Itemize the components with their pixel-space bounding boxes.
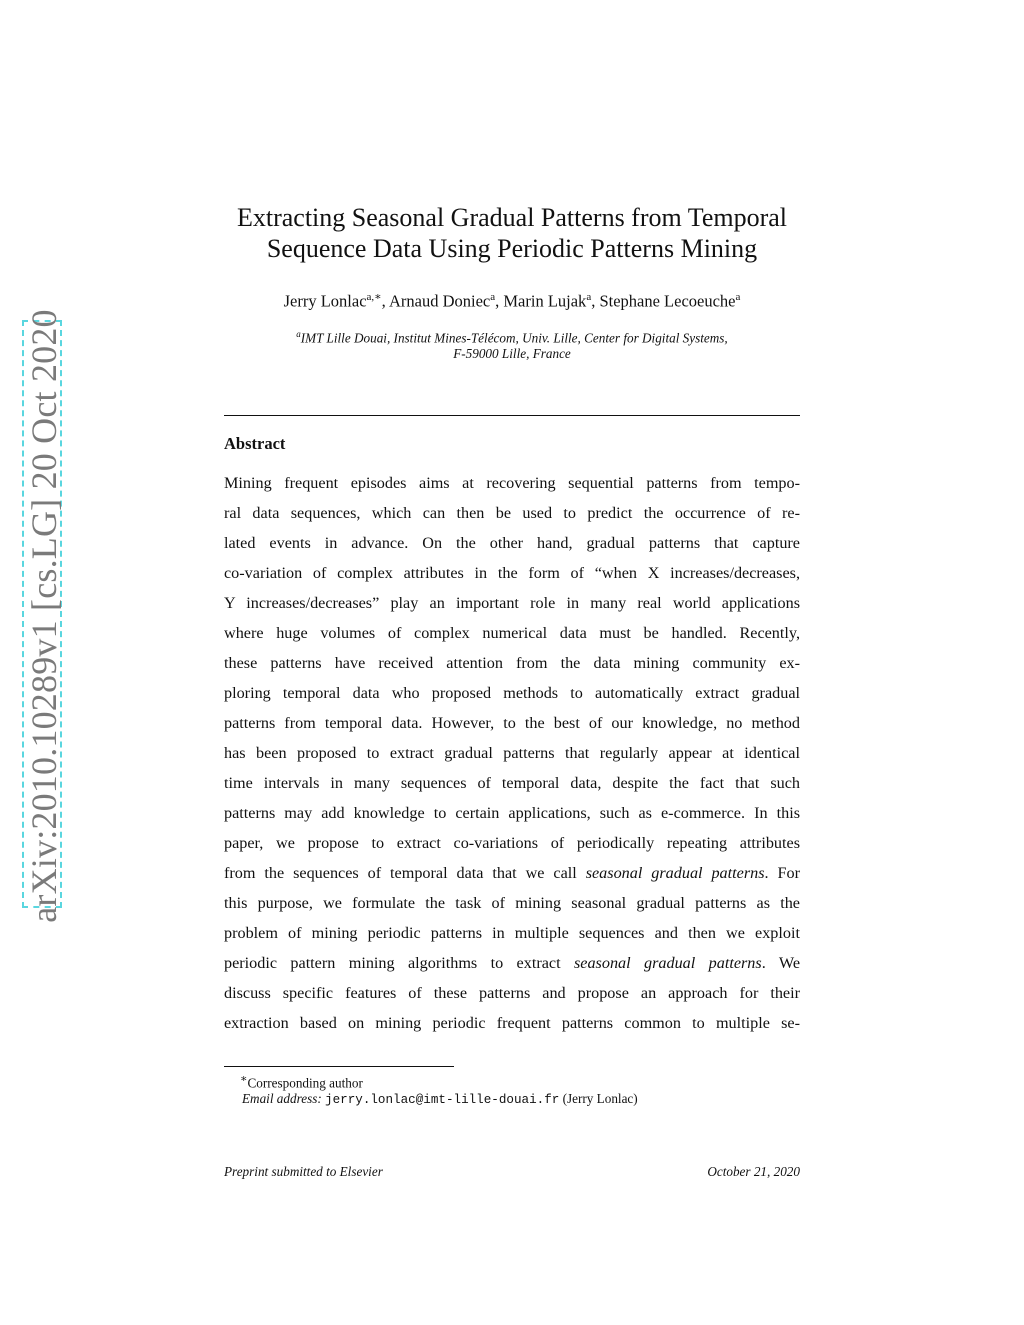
abstract-line (224, 618, 800, 648)
affiliation-mark: a (296, 329, 301, 339)
email-owner: (Jerry Lonlac) (562, 1091, 638, 1107)
title-line-2: Sequence Data Using Periodic Patterns Mining (266, 234, 758, 263)
author-affiliation-mark: a (586, 291, 592, 303)
author-name: Arnaud Doniec (388, 291, 491, 311)
abstract-line (224, 498, 800, 528)
email-address-link[interactable]: jerry.lonlac@imt-lille-douai.fr (325, 1093, 560, 1108)
arxiv-stamp[interactable]: arXiv:2010.10289v1 [cs.LG] 20 Oct 2020 (24, 309, 64, 923)
abstract-line-text: paper, we propose to extract co-variations of periodically repeating attributes (224, 834, 800, 852)
author-affiliation-mark: a (490, 291, 496, 303)
footnote-corresponding-text: Corresponding author (247, 1075, 363, 1091)
abstract-top-rule (224, 415, 800, 416)
abstract-line-text: patterns from temporal data. However, to the best of our knowledge, no method (224, 714, 800, 732)
abstract-heading: Abstract (224, 434, 286, 453)
abstract-line (224, 648, 800, 678)
abstract-line (224, 948, 800, 978)
footnote-email-line (224, 1091, 800, 1108)
author-separator: , (591, 291, 600, 311)
author-separator: , (381, 291, 389, 311)
arxiv-stamp-box[interactable] (22, 309, 64, 923)
abstract-emphasis: seasonal gradual patterns (585, 864, 765, 882)
footnote-corresponding (224, 1071, 800, 1091)
abstract-line-text: this purpose, we formulate the task of mining seasonal gradual patterns as the (224, 894, 800, 912)
footnote-mark: ∗ (240, 1073, 248, 1085)
author-separator: , (495, 291, 504, 311)
abstract-line-text: co-variation of complex attributes in the form of “when X increases/decreases, (224, 564, 800, 582)
abstract-line-text: ploring temporal data who proposed methods to automatically extract gradual (224, 684, 800, 702)
abstract-line-text: ral data sequences, which can then be used to predict the occurrence of re- (224, 504, 800, 522)
abstract-line-text: discuss specific features of these patterns and propose an approach for their (224, 984, 800, 1002)
author-affiliation-mark: a (735, 291, 741, 303)
footnote-rule (224, 1066, 454, 1067)
affiliation (200, 326, 824, 362)
abstract-body (224, 468, 800, 1038)
abstract-line (224, 798, 800, 828)
abstract-line (224, 978, 800, 1008)
abstract-line-text: has been proposed to extract gradual patterns that regularly appear at identical (224, 744, 800, 762)
abstract-line-text: Mining frequent episodes aims at recovering sequential patterns from tempo- (224, 474, 800, 492)
author-name: Jerry Lonlac (283, 291, 367, 311)
affiliation-line-1 (200, 326, 824, 346)
author-affiliation-mark: a,∗ (366, 291, 382, 303)
abstract-line-text: where huge volumes of complex numerical data must be handled. Recently, (224, 624, 800, 642)
abstract-line-text: extraction based on mining periodic frequent patterns common to multiple se- (224, 1014, 800, 1032)
abstract-line-text: . We (761, 954, 800, 972)
abstract-line-text: . For (764, 864, 800, 882)
abstract-line-text: from the sequences of temporal data that we call (224, 864, 586, 882)
abstract-line-text: problem of mining periodic patterns in multiple sequences and then we exploit (224, 924, 800, 942)
author-name: Marin Lujak (503, 291, 587, 311)
abstract-line (224, 528, 800, 558)
abstract-line-text: lated events in advance. On the other hand, gradual patterns that capture (224, 534, 800, 552)
abstract-line (224, 888, 800, 918)
footnote (224, 1071, 800, 1108)
abstract-line (224, 708, 800, 738)
paper-title (200, 202, 824, 264)
abstract-line (224, 828, 800, 858)
author-name: Stephane Lecoeuche (599, 291, 736, 311)
abstract-line (224, 1008, 800, 1038)
abstract-emphasis: seasonal gradual patterns (573, 954, 762, 972)
abstract-line (224, 918, 800, 948)
abstract-line (224, 738, 800, 768)
author-list (200, 290, 824, 312)
affiliation-line-2: F-59000 Lille, France (453, 346, 571, 362)
abstract-line-text: patterns may add knowledge to certain applications, such as e-commerce. In this (224, 804, 800, 822)
abstract-line (224, 858, 800, 888)
abstract-line (224, 588, 800, 618)
email-label: Email address: (242, 1091, 322, 1107)
abstract-line (224, 558, 800, 588)
abstract-line-text: Y increases/decreases” play an important role in many real world applications (224, 594, 800, 612)
affiliation-text-1: IMT Lille Douai, Institut Mines-Télécom, Univ. Lille, Center for Digital Systems, (300, 330, 728, 346)
abstract-line-text: periodic pattern mining algorithms to extract (224, 954, 574, 972)
abstract-line-text: time intervals in many sequences of temporal data, despite the fact that such (224, 774, 800, 792)
title-line-1: Extracting Seasonal Gradual Patterns from Temporal (236, 203, 788, 232)
footer-preprint-note: Preprint submitted to Elsevier (224, 1164, 383, 1179)
abstract-line (224, 468, 800, 498)
footer-date: October 21, 2020 (707, 1164, 800, 1179)
abstract-line (224, 678, 800, 708)
abstract-line-text: these patterns have received attention from the data mining community ex- (224, 654, 800, 672)
abstract-line (224, 768, 800, 798)
